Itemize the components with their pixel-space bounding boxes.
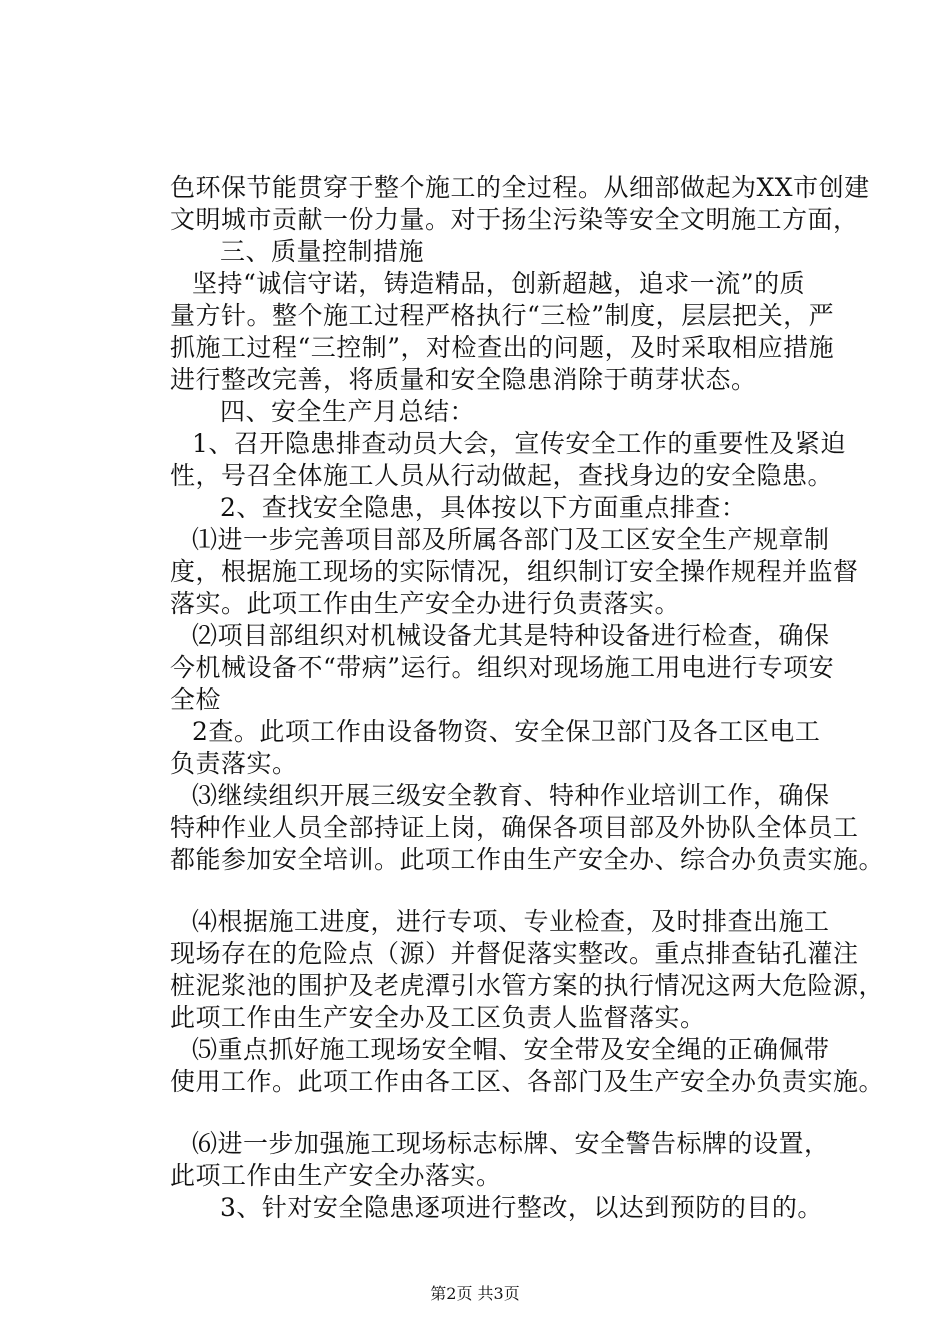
paragraph-gap <box>170 1098 845 1128</box>
text-line: ⑷根据施工进度，进行专项、专业检查，及时排查出施工 <box>192 907 830 936</box>
text-line: ⑵项目部组织对机械设备尤其是特种设备进行检查，确保 <box>192 621 830 650</box>
text-line: 都能参加安全培训。此项工作由生产安全办、综合办负责实施。 <box>170 845 885 874</box>
text-line: 性，号召全体施工人员从行动做起，查找身边的安全隐患。 <box>170 461 834 490</box>
text-line: 色环保节能贯穿于整个施工的全过程。从细部做起为XX市创建 <box>170 173 870 202</box>
section-heading: 三、质量控制措施 <box>220 237 425 266</box>
text-line: 落实。此项工作由生产安全办进行负责落实。 <box>170 589 681 618</box>
text-line: 使用工作。此项工作由各工区、各部门及生产安全办负责实施。 <box>170 1067 885 1096</box>
text-line: ⑴进一步完善项目部及所属各部门及工区安全生产规章制 <box>192 525 830 554</box>
text-line: 进行整改完善，将质量和安全隐患消除于萌芽状态。 <box>170 365 757 394</box>
text-line: ⑶继续组织开展三级安全教育、特种作业培训工作，确保 <box>192 781 830 810</box>
text-line: 文明城市贡献一份力量。对于扬尘污染等安全文明施工方面， <box>170 205 859 234</box>
text-line: 2查。此项工作由设备物资、安全保卫部门及各工区电工 <box>192 717 821 746</box>
text-line: 度，根据施工现场的实际情况，组织制订安全操作规程并监督 <box>170 557 859 586</box>
page-number: 第2页 共3页 <box>430 1284 520 1303</box>
text-line: 此项工作由生产安全办及工区负责人监督落实。 <box>170 1003 706 1032</box>
text-line: 今机械设备不“带病”运行。组织对现场施工用电进行专项安 <box>170 653 835 682</box>
text-line: 现场存在的危险点（源）并督促落实整改。重点排查钻孔灌注 <box>170 939 859 968</box>
text-line: 坚持“诚信守诺，铸造精品，创新超越，追求一流”的质 <box>192 269 806 298</box>
section-heading: 四、安全生产月总结： <box>220 397 476 426</box>
text-line: 桩泥浆池的围护及老虎潭引水管方案的执行情况这两大危险源， <box>170 971 885 1000</box>
paragraph-gap <box>170 876 845 906</box>
text-line: 2、查找安全隐患，具体按以下方面重点排查： <box>220 493 747 522</box>
text-line: ⑹进一步加强施工现场标志标牌、安全警告标牌的设置， <box>192 1129 830 1158</box>
text-line: 量方针。整个施工过程严格执行“三检”制度，层层把关，严 <box>170 301 835 330</box>
text-line: 负责落实。 <box>170 749 298 778</box>
text-line: 3、针对安全隐患逐项进行整改，以达到预防的目的。 <box>220 1193 823 1222</box>
text-line: 此项工作由生产安全办落实。 <box>170 1161 502 1190</box>
document-body <box>170 172 885 1224</box>
text-line: ⑸重点抓好施工现场安全帽、安全带及安全绳的正确佩带 <box>192 1035 830 1064</box>
text-line: 特种作业人员全部持证上岗，确保各项目部及外协队全体员工 <box>170 813 859 842</box>
text-line: 抓施工过程“三控制”，对检查出的问题，及时采取相应措施 <box>170 333 835 362</box>
text-line: 全检 <box>170 685 222 714</box>
text-line: 1、召开隐患排查动员大会，宣传安全工作的重要性及紧迫 <box>192 429 846 458</box>
